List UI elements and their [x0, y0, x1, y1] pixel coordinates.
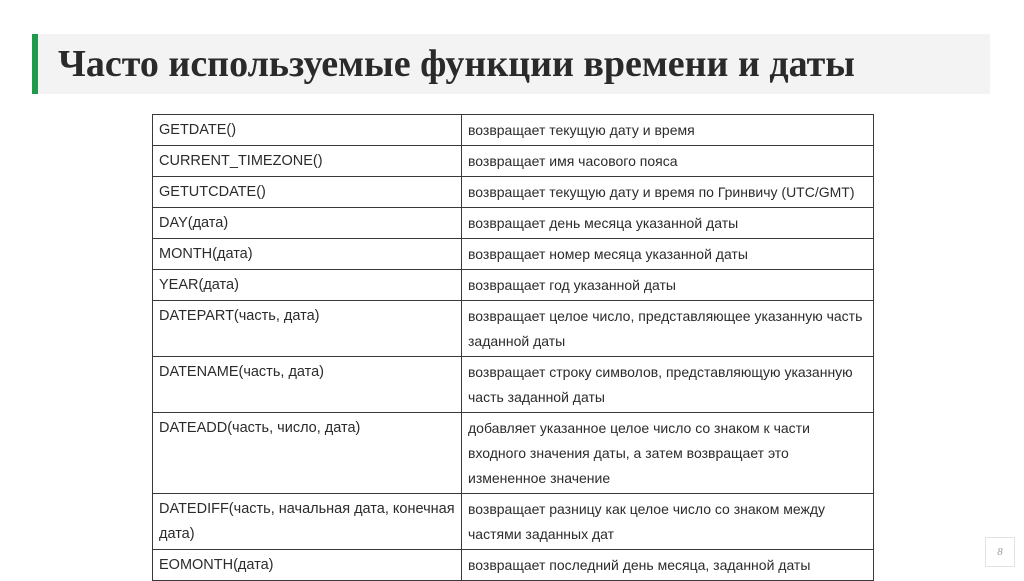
function-description-cell: возвращает имя часового пояса: [462, 146, 874, 177]
table-row: [153, 301, 874, 357]
function-description-cell: добавляет указанное целое число со знаком к части входного значения даты, а затем возвращает это измененное значение: [462, 413, 874, 494]
function-description-cell: возвращает текущую дату и время: [462, 115, 874, 146]
function-description-cell: возвращает целое число, представляющее указанную часть заданной даты: [462, 301, 874, 357]
function-name-cell: EOMONTH(дата): [153, 550, 462, 581]
table-row: [153, 146, 874, 177]
function-description-cell: возвращает текущую дату и время по Гринвичу (UTC/GMT): [462, 177, 874, 208]
function-name-cell: GETUTCDATE(): [153, 177, 462, 208]
table-row: [153, 357, 874, 413]
function-name-cell: YEAR(дата): [153, 270, 462, 301]
title-accent-bar: [32, 34, 38, 94]
function-name-cell: DATEADD(часть, число, дата): [153, 413, 462, 494]
function-description-cell: возвращает разницу как целое число со знаком между частями заданных дат: [462, 494, 874, 550]
slide-title: Часто используемые функции времени и даты: [58, 43, 855, 85]
function-name-cell: DATENAME(часть, дата): [153, 357, 462, 413]
function-description-cell: возвращает день месяца указанной даты: [462, 208, 874, 239]
table-row: [153, 115, 874, 146]
function-name-cell: MONTH(дата): [153, 239, 462, 270]
functions-table: [152, 114, 874, 581]
table-row: [153, 494, 874, 550]
function-name-cell: DATEPART(часть, дата): [153, 301, 462, 357]
function-description-cell: возвращает последний день месяца, заданной даты: [462, 550, 874, 581]
table-row: [153, 177, 874, 208]
function-description-cell: возвращает год указанной даты: [462, 270, 874, 301]
function-description-cell: возвращает строку символов, представляющую указанную часть заданной даты: [462, 357, 874, 413]
function-name-cell: CURRENT_TIMEZONE(): [153, 146, 462, 177]
function-description-cell: возвращает номер месяца указанной даты: [462, 239, 874, 270]
function-name-cell: DATEDIFF(часть, начальная дата, конечная дата): [153, 494, 462, 550]
page-number: 8: [985, 537, 1015, 567]
function-name-cell: DAY(дата): [153, 208, 462, 239]
table-row: [153, 208, 874, 239]
table-row: [153, 413, 874, 494]
function-name-cell: GETDATE(): [153, 115, 462, 146]
table-row: [153, 550, 874, 581]
table-row: [153, 239, 874, 270]
table-row: [153, 270, 874, 301]
